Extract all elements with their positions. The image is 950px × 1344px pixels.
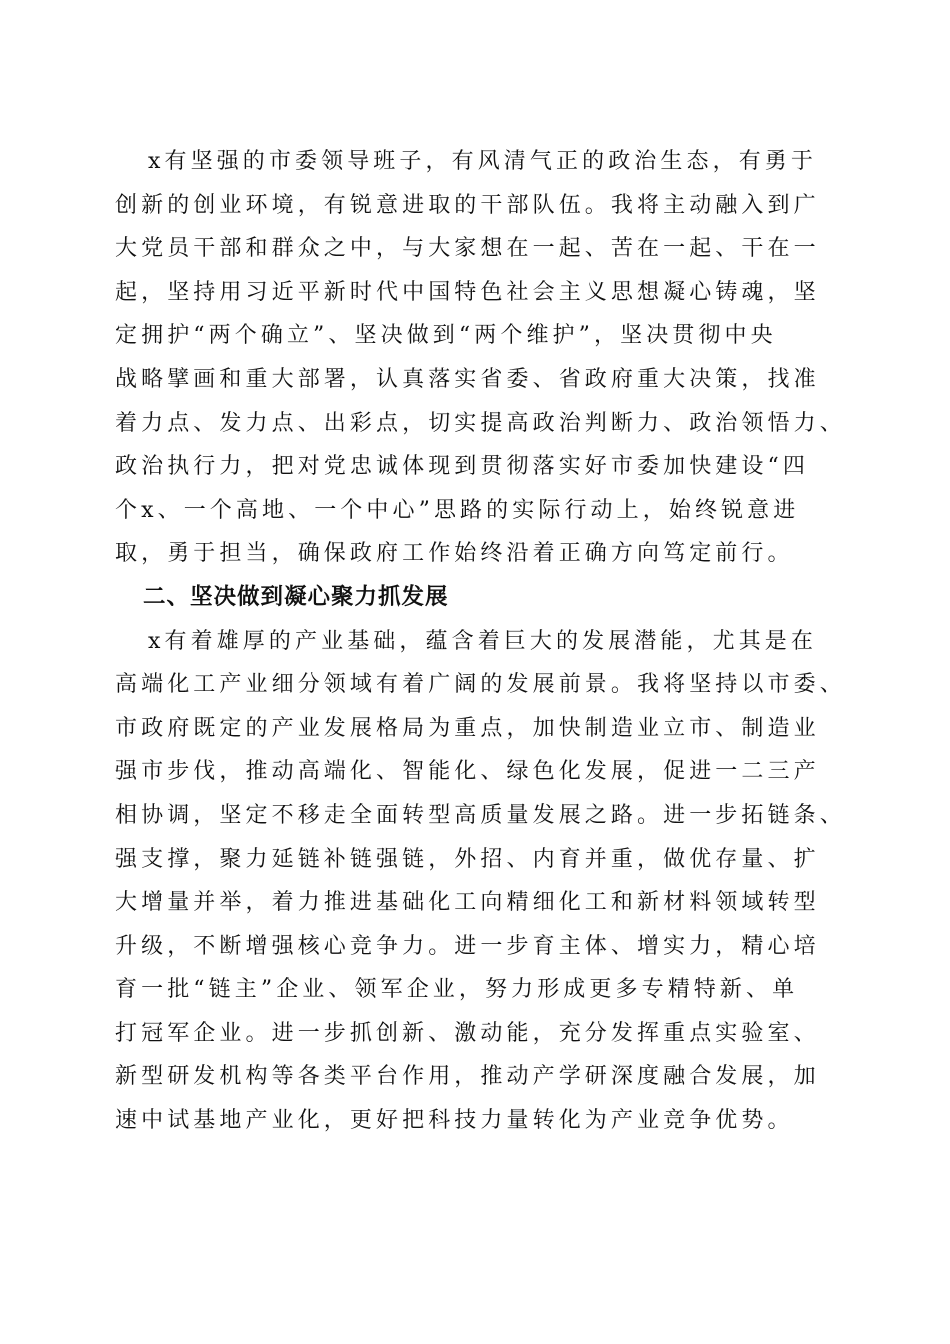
document-page (115, 140, 846, 1143)
paragraph-2 (115, 620, 846, 1143)
text-line: 创新的创业环境，有锐意进取的干部队伍。我将主动融入到广 (115, 192, 820, 218)
text-line: 个x、一个高地、一个中心”思路的实际行动上，始终锐意进 (115, 497, 800, 523)
text-line: 相协调，坚定不移走全面转型高质量发展之路。进一步拓链条、 (115, 802, 846, 828)
text-line: x有坚强的市委领导班子，有风清气正的政治生态，有勇于 (148, 149, 818, 174)
text-line: 育一批“链主”企业、领军企业，努力形成更多专精特新、单 (115, 977, 799, 1003)
text-line: 新型研发机构等各类平台作用，推动产学研深度融合发展，加 (115, 1064, 820, 1090)
text-line: 着力点、发力点、出彩点，切实提高政治判断力、政治领悟力、 (115, 410, 846, 436)
text-line: 强支撑，聚力延链补链强链，外招、内育并重，做优存量、扩 (115, 846, 820, 872)
text-line: 战略擘画和重大部署，认真落实省委、省政府重大决策，找准 (115, 366, 820, 392)
text-line: 升级，不断增强核心竞争力。进一步育主体、增实力，精心培 (115, 933, 820, 959)
text-line: 强市步伐，推动高端化、智能化、绿色化发展，促进一二三产 (115, 759, 820, 785)
text-line: 定拥护“两个确立”、坚决做到“两个维护”，坚决贯彻中央 (115, 323, 777, 349)
text-line: 政治执行力，把对党忠诚体现到贯彻落实好市委加快建设“四 (115, 454, 809, 480)
text-line: 打冠军企业。进一步抓创新、激动能，充分发挥重点实验室、 (115, 1020, 820, 1046)
section-heading: 二、坚决做到凝心聚力抓发展 (143, 583, 449, 610)
text-line: 大增量并举，着力推进基础化工向精细化工和新材料领域转型 (115, 890, 820, 916)
paragraph-1 (115, 140, 846, 576)
text-line: 起，坚持用习近平新时代中国特色社会主义思想凝心铸魂，坚 (115, 279, 820, 305)
text-line: 高端化工产业细分领域有着广阔的发展前景。我将坚持以市委、 (115, 672, 846, 698)
text-line: 速中试基地产业化，更好把科技力量转化为产业竞争优势。 (115, 1108, 794, 1134)
text-line: x有着雄厚的产业基础，蕴含着巨大的发展潜能，尤其是在 (148, 628, 818, 654)
text-line: 市政府既定的产业发展格局为重点，加快制造业立市、制造业 (115, 715, 820, 741)
text-line: 大党员干部和群众之中，与大家想在一起、苦在一起、干在一 (115, 236, 820, 262)
text-line: 取，勇于担当，确保政府工作始终沿着正确方向笃定前行。 (115, 541, 794, 567)
